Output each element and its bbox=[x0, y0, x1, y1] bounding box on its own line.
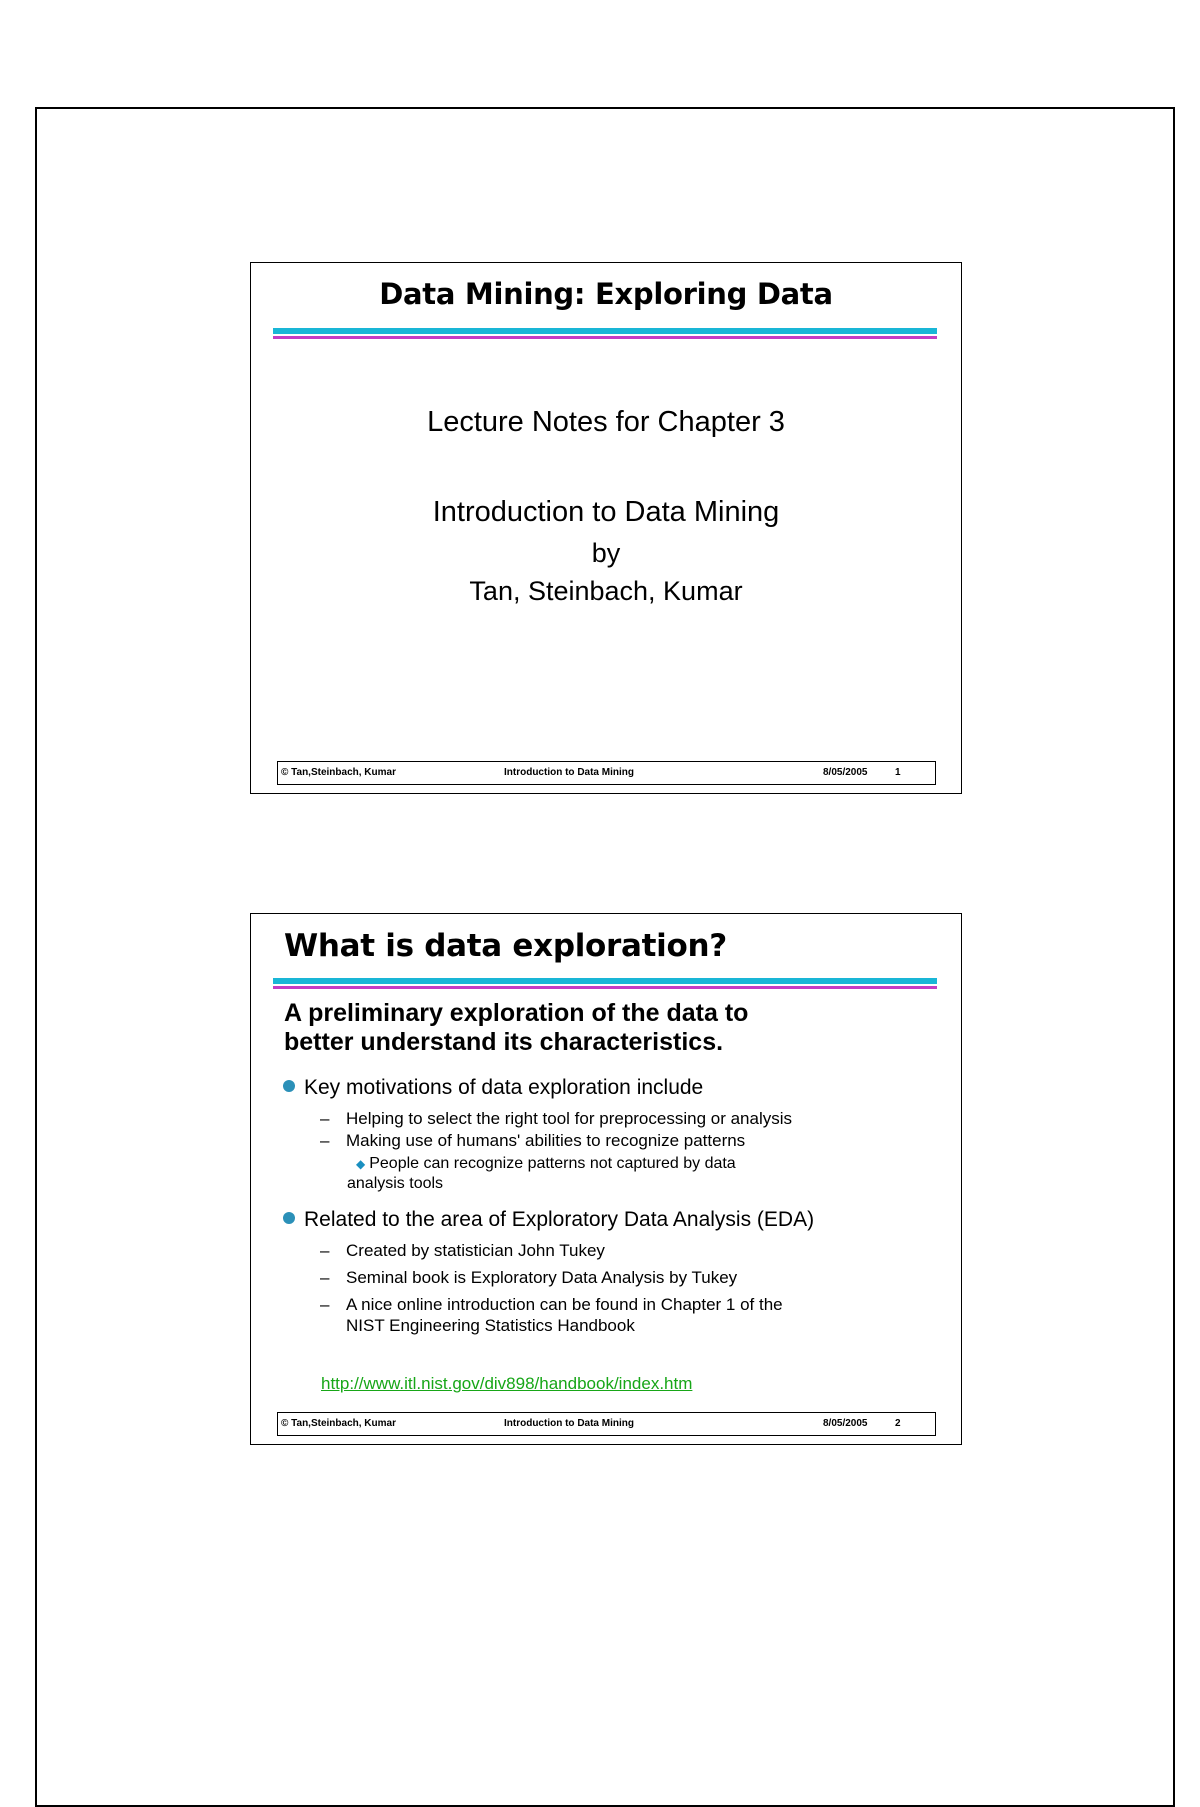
footer-date: 8/05/2005 bbox=[823, 1418, 868, 1429]
book-title-line: Introduction to Data Mining bbox=[432, 496, 780, 528]
lecture-notes-line: Lecture Notes for Chapter 3 bbox=[427, 406, 785, 438]
footer-authors: © Tan,Steinbach, Kumar bbox=[281, 1418, 396, 1429]
sub-bullet-item: – Seminal book is Exploratory Data Analysis by Tukey bbox=[320, 1268, 738, 1287]
bullet-dot-icon bbox=[283, 1212, 295, 1224]
footer-book: Introduction to Data Mining bbox=[504, 767, 634, 778]
footer-page-number: 2 bbox=[895, 1418, 901, 1429]
title-rule-magenta bbox=[273, 336, 937, 339]
footer-page-number: 1 bbox=[895, 767, 901, 778]
footer-book: Introduction to Data Mining bbox=[504, 1418, 634, 1429]
slide-2 bbox=[250, 913, 962, 1445]
bullet-dot-icon bbox=[283, 1080, 295, 1092]
subtitle-line: A preliminary exploration of the data to bbox=[284, 999, 749, 1027]
sub-bullet-item: – A nice online introduction can be found in Chapter 1 of the NIST Engineering Statistics Handbook bbox=[320, 1295, 783, 1335]
nist-handbook-link[interactable]: http://www.itl.nist.gov/div898/handbook/index.htm bbox=[321, 1374, 693, 1393]
sub-sub-bullet-item: ◆ People can recognize patterns not captured by data analysis tools bbox=[347, 1155, 736, 1192]
footer-date: 8/05/2005 bbox=[823, 767, 868, 778]
subtitle-line: better understand its characteristics. bbox=[284, 1028, 724, 1056]
slide-1-title: Data Mining: Exploring Data bbox=[379, 277, 833, 311]
slide-2-title: What is data exploration? bbox=[284, 928, 727, 964]
bullet-item: Related to the area of Exploratory Data Analysis (EDA) bbox=[283, 1208, 814, 1232]
footer-authors: © Tan,Steinbach, Kumar bbox=[281, 767, 396, 778]
title-rule-magenta bbox=[273, 986, 937, 989]
bullet-item: Key motivations of data exploration include bbox=[283, 1076, 703, 1100]
sub-bullet-item: – Created by statistician John Tukey bbox=[320, 1241, 605, 1260]
sub-bullet-item: – Helping to select the right tool for preprocessing or analysis bbox=[320, 1109, 793, 1128]
slide-1-footer bbox=[277, 761, 936, 785]
diamond-bullet-icon: ◆ bbox=[356, 1157, 366, 1171]
slide-2-footer bbox=[277, 1412, 936, 1436]
slide-1 bbox=[250, 262, 962, 794]
sub-bullet-item: – Making use of humans' abilities to recognize patterns bbox=[320, 1131, 746, 1150]
authors-line: Tan, Steinbach, Kumar bbox=[469, 576, 743, 606]
slide-2-subtitle bbox=[284, 999, 748, 1057]
by-line: by bbox=[591, 538, 621, 568]
